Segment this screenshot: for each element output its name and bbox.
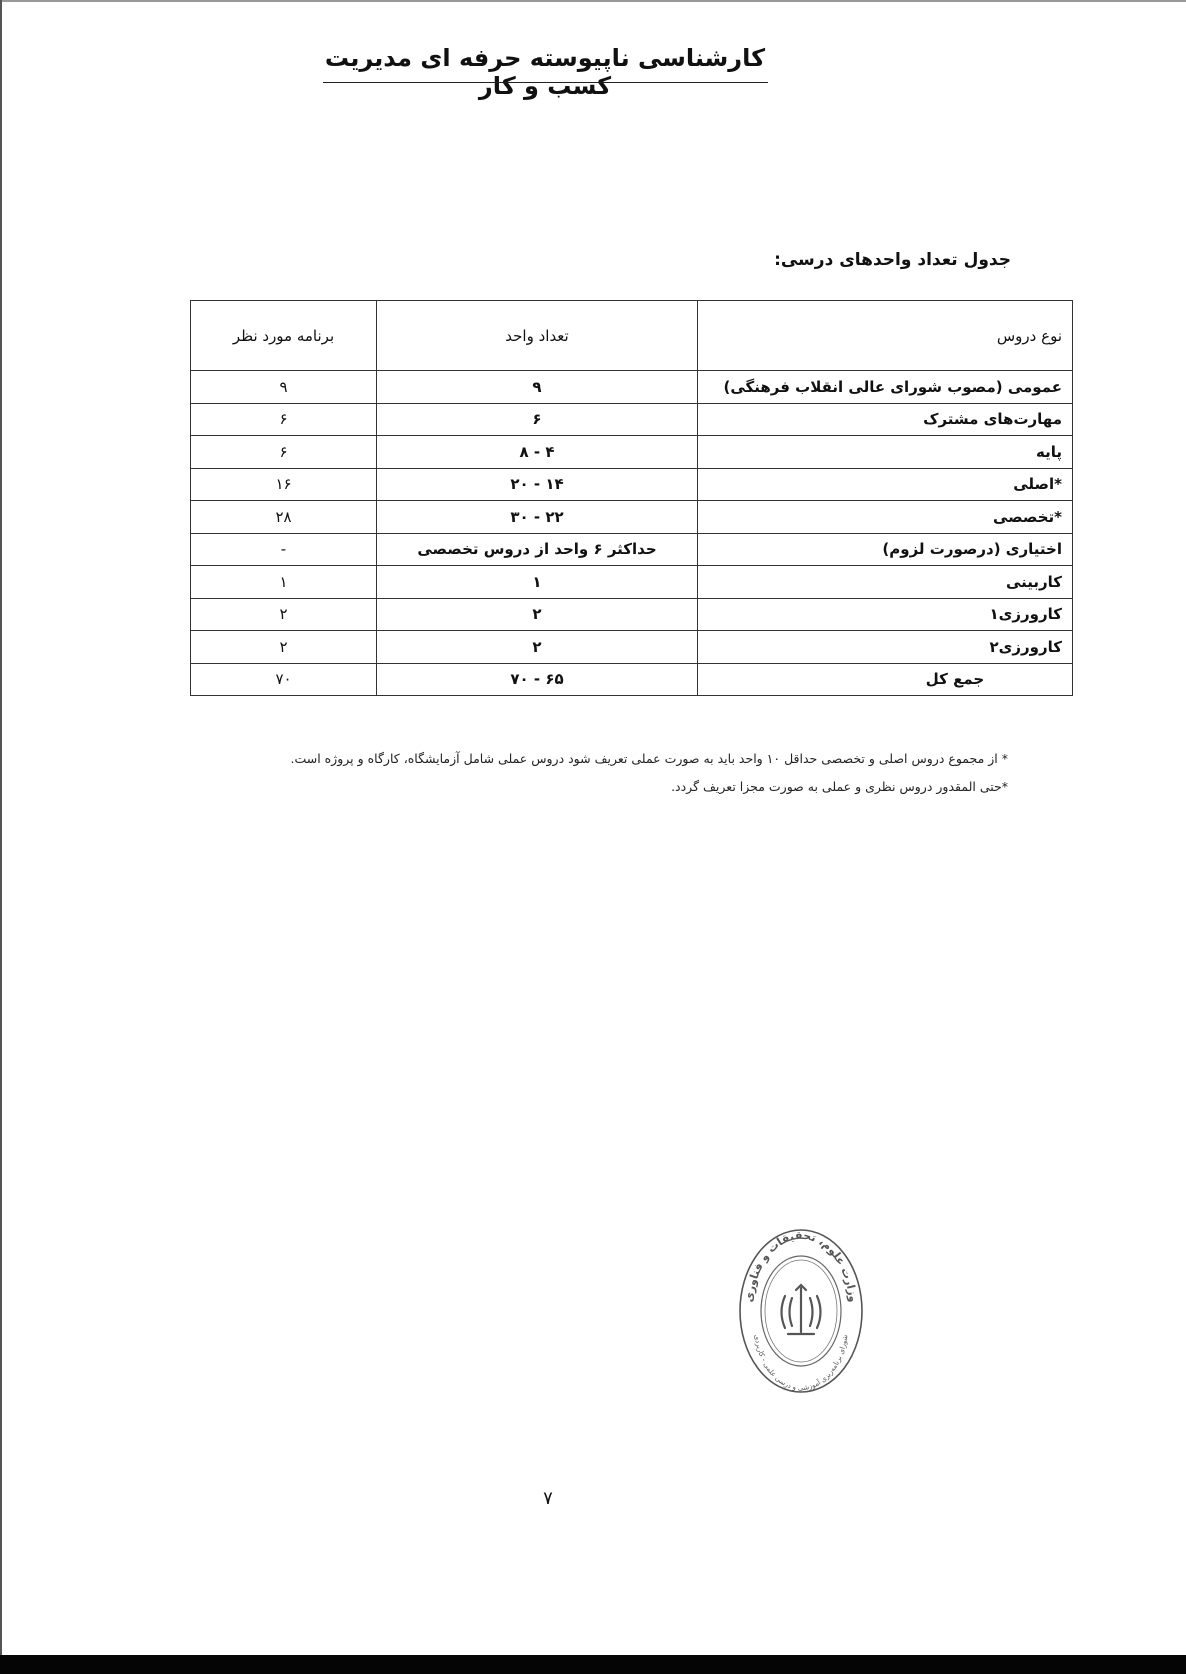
- footnote-2: *حتی المقدور دروس نظری و عملی به صورت مجزا تعریف گردد.: [671, 779, 1008, 794]
- table-row: [191, 501, 1073, 534]
- cell-course-type: کارورزی۱: [698, 598, 1073, 631]
- cell-units: ۱: [377, 566, 698, 599]
- page-number: ۷: [543, 1488, 553, 1509]
- cell-total-program: ۷۰: [191, 663, 377, 696]
- table-caption: جدول تعداد واحدهای درسی:: [774, 250, 1011, 270]
- cell-total-units: ۶۵ - ۷۰: [377, 663, 698, 696]
- cell-program: ۲: [191, 598, 377, 631]
- cell-course-type: *تخصصی: [698, 501, 1073, 534]
- cell-program: ۶: [191, 403, 377, 436]
- cell-program: ۱۶: [191, 468, 377, 501]
- table-row: [191, 403, 1073, 436]
- table-header-row: [191, 301, 1073, 371]
- footnotes: [208, 745, 1008, 801]
- table-row: [191, 598, 1073, 631]
- cell-units: ۱۴ - ۲۰: [377, 468, 698, 501]
- cell-course-type: مهارت‌های مشترک: [698, 403, 1073, 436]
- cell-total-label: جمع کل: [698, 663, 1073, 696]
- cell-course-type: کاربینی: [698, 566, 1073, 599]
- cell-units: ۲: [377, 598, 698, 631]
- scan-top-edge: [0, 0, 1186, 2]
- iran-emblem-icon: [782, 1285, 821, 1334]
- cell-course-type: کارورزی۲: [698, 631, 1073, 664]
- table-total-row: [191, 663, 1073, 696]
- table-row: [191, 566, 1073, 599]
- cell-program: ۶: [191, 436, 377, 469]
- cell-program: ۹: [191, 371, 377, 404]
- table-row: [191, 468, 1073, 501]
- title-underline: [323, 82, 768, 83]
- cell-units: ۹: [377, 371, 698, 404]
- cell-units: ۲: [377, 631, 698, 664]
- table-row: [191, 436, 1073, 469]
- table-row: [191, 533, 1073, 566]
- cell-units: ۲۲ - ۳۰: [377, 501, 698, 534]
- course-units-table: [190, 300, 1073, 696]
- cell-course-type: اختیاری (درصورت لزوم): [698, 533, 1073, 566]
- cell-program: ۱: [191, 566, 377, 599]
- seal-outer-text: وزارت علوم، تحقیقات و فناوری: [742, 1228, 860, 1303]
- ministry-seal: [738, 1228, 864, 1394]
- seal-inner-text: شورای برنامه‌ریزی آموزشی و درسی علمی - کاربردی: [752, 1334, 850, 1393]
- cell-program: ۲: [191, 631, 377, 664]
- scan-left-edge: [0, 0, 2, 1674]
- cell-course-type: پایه: [698, 436, 1073, 469]
- table-row: [191, 631, 1073, 664]
- header-program: برنامه مورد نظر: [191, 301, 377, 371]
- cell-course-type: *اصلی: [698, 468, 1073, 501]
- scan-bottom-band: [0, 1655, 1186, 1674]
- table-row: [191, 371, 1073, 404]
- header-units: تعداد واحد: [377, 301, 698, 371]
- cell-program: -: [191, 533, 377, 566]
- cell-units: ۶: [377, 403, 698, 436]
- page-title: کارشناسی ناپیوسته حرفه ای مدیریت کسب و کار: [324, 44, 766, 100]
- cell-course-type: عمومی (مصوب شورای عالی انقلاب فرهنگی): [698, 371, 1073, 404]
- cell-units: حداکثر ۶ واحد از دروس تخصصی: [377, 533, 698, 566]
- cell-program: ۲۸: [191, 501, 377, 534]
- footnote-1: * از مجموع دروس اصلی و تخصصی حداقل ۱۰ واحد باید به صورت عملی تعریف شود دروس عملی شامل آزمایشگاه، کارگاه و پروژه است.: [290, 751, 1008, 766]
- header-course-type: نوع دروس: [698, 301, 1073, 371]
- cell-units: ۴ - ۸: [377, 436, 698, 469]
